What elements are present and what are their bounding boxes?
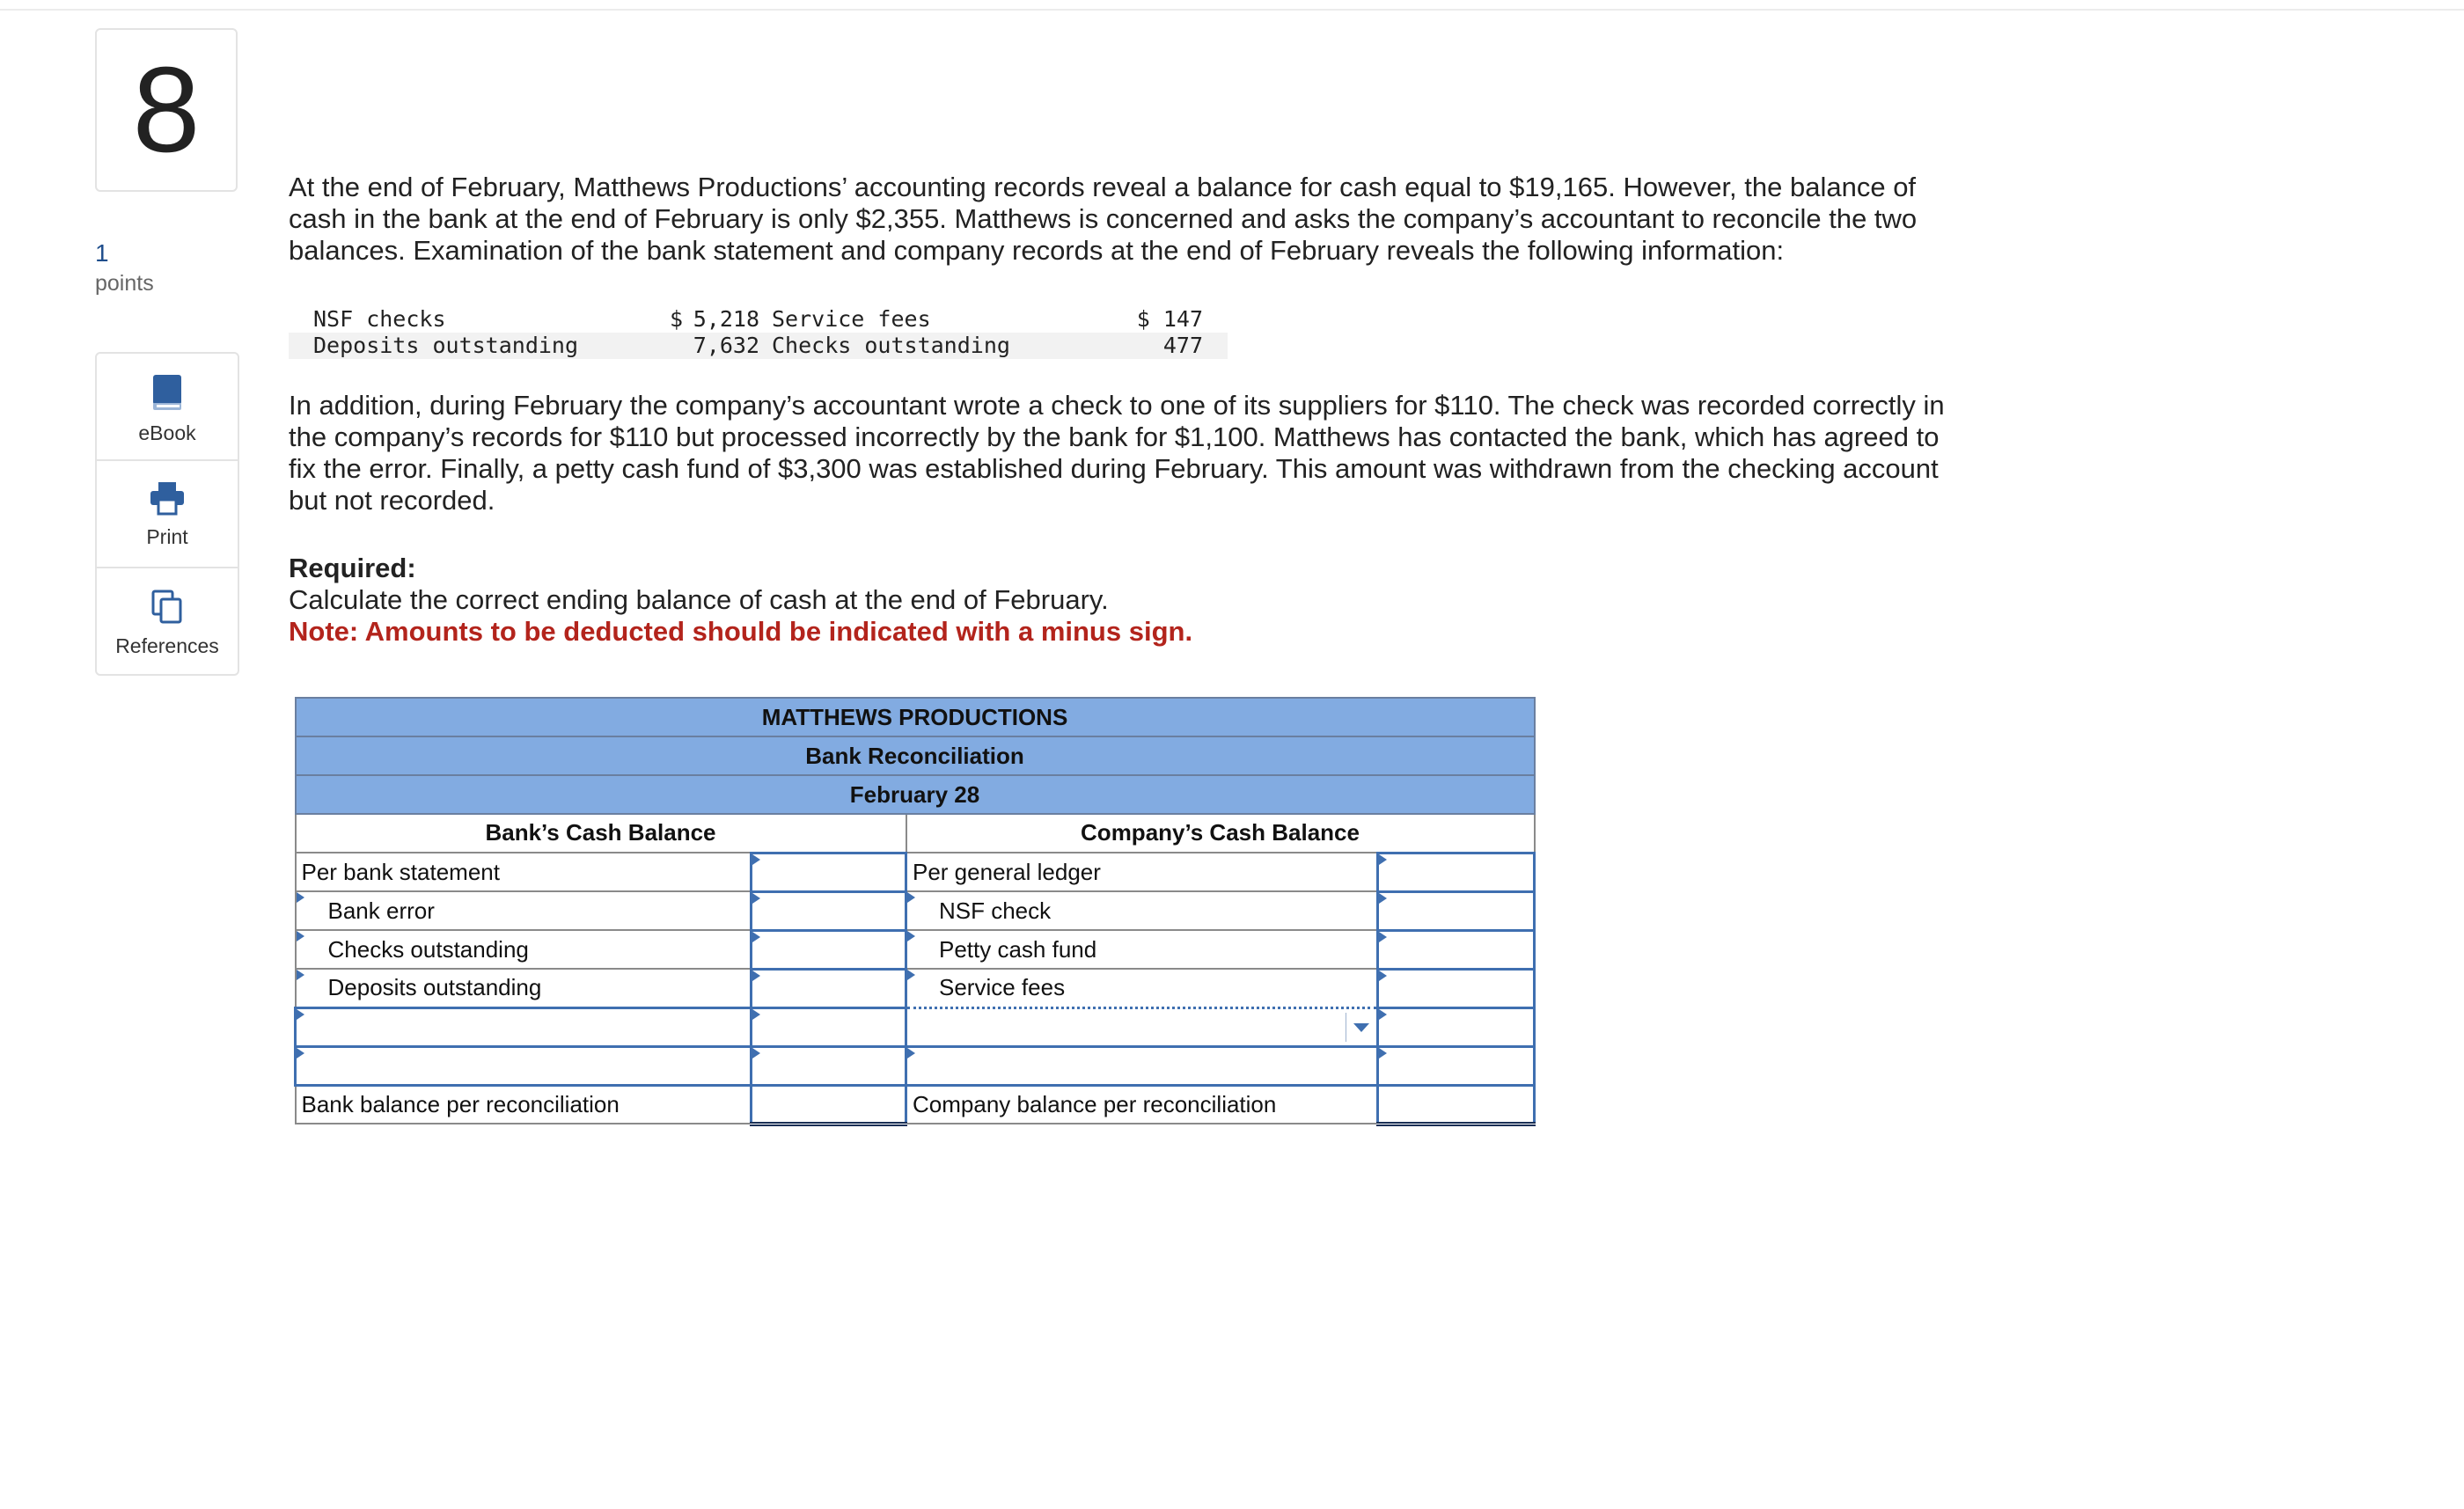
- bank-amount-input[interactable]: [752, 930, 906, 969]
- table-row: [296, 1046, 1535, 1085]
- company-amount-input[interactable]: [1378, 891, 1535, 930]
- bank-total-label: Bank balance per reconciliation: [296, 1085, 752, 1124]
- company-label-select[interactable]: [906, 1046, 1378, 1085]
- bank-amount-input[interactable]: [752, 1007, 906, 1046]
- info-table: [289, 306, 1228, 359]
- printer-icon: [149, 480, 186, 516]
- bank-row-label[interactable]: Deposits outstanding: [296, 969, 752, 1007]
- info-row: NSF checks $ 5,218 Service fees $ 147: [313, 306, 1203, 332]
- required-text: Calculate the correct ending balance of cash at the end of February.: [289, 584, 1109, 615]
- bank-total-input[interactable]: [752, 1085, 906, 1124]
- top-divider: [0, 9, 2464, 11]
- company-amount-input[interactable]: [1378, 1007, 1535, 1046]
- report-title: Bank Reconciliation: [296, 736, 1535, 775]
- table-row: [296, 853, 1535, 891]
- references-label: References: [115, 634, 219, 657]
- company-name: MATTHEWS PRODUCTIONS: [296, 698, 1535, 736]
- info-row: Deposits outstanding 7,632 Checks outstanding 477: [289, 333, 1228, 359]
- ebook-label: eBook: [138, 421, 196, 444]
- table-row: [296, 930, 1535, 969]
- company-amount-input[interactable]: [1378, 853, 1535, 891]
- question-number-box: [95, 28, 238, 192]
- points-label: points: [95, 271, 154, 296]
- bank-amount-input[interactable]: [752, 853, 906, 891]
- table-row: [296, 969, 1535, 1007]
- bank-row-label[interactable]: Checks outstanding: [296, 930, 752, 969]
- question-paragraph-2: In addition, during February the company’s accountant wrote a check to one of its suppliers for $110. The check was recorded correctly in the company’s records for $110 but processed incorrectly by the bank for $1,100. Matthews has contacted the bank, which has agreed to fix the error. Finally, a petty cash fund of $3,300 was established during February. This amount was withdrawn from the checking account but not recorded.: [289, 390, 1945, 516]
- report-date: February 28: [296, 775, 1535, 814]
- table-row: [296, 891, 1535, 930]
- bank-label-select[interactable]: [296, 1046, 752, 1085]
- note-text: Note: Amounts to be deducted should be indicated with a minus sign.: [289, 616, 1193, 647]
- question-number: 8: [132, 42, 201, 178]
- company-amount-input[interactable]: [1378, 930, 1535, 969]
- bank-label-select[interactable]: [296, 1007, 752, 1046]
- bank-row-label: Per bank statement: [296, 853, 752, 891]
- company-total-label: Company balance per reconciliation: [906, 1085, 1378, 1124]
- bank-amount-input[interactable]: [752, 1046, 906, 1085]
- company-row-label[interactable]: Service fees: [906, 969, 1378, 1007]
- bank-amount-input[interactable]: [752, 969, 906, 1007]
- table-row: [296, 1007, 1535, 1046]
- company-total-input[interactable]: [1378, 1085, 1535, 1124]
- company-row-label[interactable]: Petty cash fund: [906, 930, 1378, 969]
- company-amount-input[interactable]: [1378, 969, 1535, 1007]
- print-label: Print: [146, 525, 188, 548]
- bank-amount-input[interactable]: [752, 891, 906, 930]
- print-button[interactable]: [97, 461, 238, 568]
- ebook-button[interactable]: [97, 354, 238, 461]
- chevron-down-icon[interactable]: [1353, 1023, 1369, 1032]
- company-cash-balance-header: Company’s Cash Balance: [906, 814, 1535, 853]
- question-paragraph-1: At the end of February, Matthews Productions’ accounting records reveal a balance for cash equal to $19,165. However, the balance of cash in the bank at the end of February is only $2,355. Matthews is concerned and asks the company’s accountant to reconcile the two balances. Examination of the bank statement and company records at the end of February reveals the following information:: [289, 172, 1918, 266]
- company-row-label: Per general ledger: [906, 853, 1378, 891]
- company-label-dropdown[interactable]: [906, 1007, 1378, 1046]
- bank-cash-balance-header: Bank’s Cash Balance: [296, 814, 906, 853]
- total-row: [296, 1085, 1535, 1124]
- points-value: 1: [95, 239, 109, 267]
- bank-row-label[interactable]: Bank error: [296, 891, 752, 930]
- book-icon: [150, 373, 185, 412]
- tools-panel: [95, 352, 239, 676]
- company-row-label[interactable]: NSF check: [906, 891, 1378, 930]
- company-amount-input[interactable]: [1378, 1046, 1535, 1085]
- required-heading: Required:: [289, 553, 416, 583]
- bank-reconciliation-table: [294, 697, 1536, 1126]
- copy-icon: [150, 588, 185, 625]
- references-button[interactable]: [97, 568, 238, 676]
